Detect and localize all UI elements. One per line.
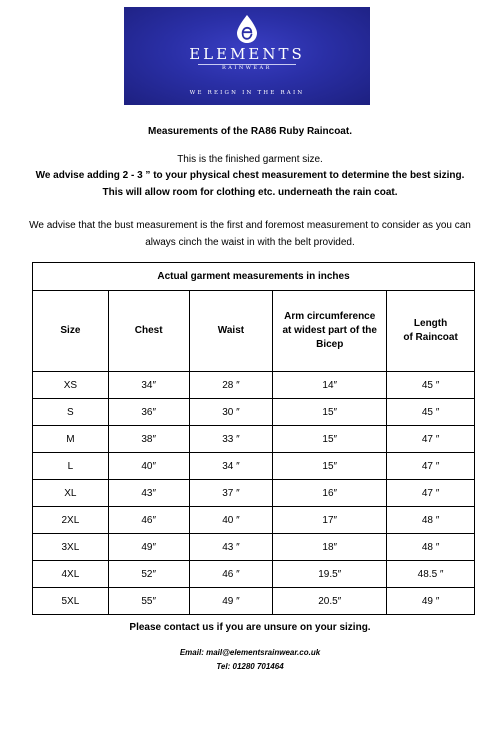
size-chart-table	[32, 262, 475, 615]
arm-cell: 16″	[273, 480, 387, 507]
table-row	[33, 453, 475, 480]
length-cell: 45 ″	[387, 372, 475, 399]
table-row	[33, 372, 475, 399]
header-length-line-1: Length	[413, 318, 448, 329]
waist-cell: 34 ″	[189, 453, 273, 480]
size-cell: S	[33, 399, 109, 426]
phone-number: Tel: 01280 701464	[216, 662, 284, 671]
table-row	[33, 426, 475, 453]
header-length	[387, 291, 475, 372]
waist-cell: 43 ″	[189, 534, 273, 561]
bust-note-line-1: We advise that the bust measurement is the first and foremost measurement to consider as you can	[29, 220, 471, 231]
waist-cell: 46 ″	[189, 561, 273, 588]
waist-cell: 33 ″	[189, 426, 273, 453]
length-cell: 45 ″	[387, 399, 475, 426]
chest-cell: 52″	[108, 561, 189, 588]
waist-cell: 37 ″	[189, 480, 273, 507]
chest-cell: 46″	[108, 507, 189, 534]
chest-cell: 43″	[108, 480, 189, 507]
header-arm-line-2: at widest part of the	[282, 325, 377, 336]
clothing-room-note: This will allow room for clothing etc. underneath the rain coat.	[102, 187, 398, 198]
table-row	[33, 561, 475, 588]
size-cell: L	[33, 453, 109, 480]
table-row	[33, 507, 475, 534]
contact-note: Please contact us if you are unsure on your sizing.	[129, 622, 371, 633]
arm-cell: 18″	[273, 534, 387, 561]
waist-cell: 40 ″	[189, 507, 273, 534]
chest-cell: 55″	[108, 588, 189, 615]
chest-cell: 36″	[108, 399, 189, 426]
finished-size-note: This is the finished garment size.	[177, 154, 323, 165]
arm-cell: 20.5″	[273, 588, 387, 615]
size-cell: M	[33, 426, 109, 453]
size-cell: XL	[33, 480, 109, 507]
header-size: Size	[33, 291, 109, 372]
size-cell: 4XL	[33, 561, 109, 588]
header-length-line-2: of Raincoat	[403, 332, 458, 343]
brand-tagline: WE REIGN IN THE RAIN	[189, 90, 305, 96]
length-cell: 48 ″	[387, 507, 475, 534]
size-cell: 5XL	[33, 588, 109, 615]
arm-cell: 17″	[273, 507, 387, 534]
document-title: Measurements of the RA86 Ruby Raincoat.	[148, 126, 352, 137]
size-cell: XS	[33, 372, 109, 399]
bust-note-line-2: always cinch the waist in with the belt provided.	[145, 237, 355, 248]
table-row	[33, 588, 475, 615]
table-row	[33, 480, 475, 507]
waist-cell: 28 ″	[189, 372, 273, 399]
table-row	[33, 534, 475, 561]
header-arm-circumference	[273, 291, 387, 372]
length-cell: 48 ″	[387, 534, 475, 561]
chest-cell: 38″	[108, 426, 189, 453]
waist-cell: 30 ″	[189, 399, 273, 426]
length-cell: 47 ″	[387, 426, 475, 453]
arm-cell: 14″	[273, 372, 387, 399]
length-cell: 47 ″	[387, 480, 475, 507]
raindrop-e-logo-icon	[234, 14, 260, 44]
chest-cell: 49″	[108, 534, 189, 561]
length-cell: 48.5 ″	[387, 561, 475, 588]
table-caption: Actual garment measurements in inches	[33, 263, 475, 291]
chest-cell: 40″	[108, 453, 189, 480]
table-row	[33, 399, 475, 426]
arm-cell: 19.5″	[273, 561, 387, 588]
header-arm-line-1: Arm circumference	[284, 311, 376, 322]
chest-cell: 34″	[108, 372, 189, 399]
size-cell: 3XL	[33, 534, 109, 561]
sizing-advice: We advise adding 2 - 3 ” to your physical chest measurement to determine the best sizing.	[35, 170, 465, 181]
header-chest: Chest	[108, 291, 189, 372]
brand-name: ELEMENTS	[189, 45, 305, 63]
size-cell: 2XL	[33, 507, 109, 534]
arm-cell: 15″	[273, 399, 387, 426]
waist-cell: 49 ″	[189, 588, 273, 615]
brand-banner	[124, 7, 370, 105]
email-address: Email: mail@elementsrainwear.co.uk	[179, 648, 321, 657]
header-arm-line-3: Bicep	[316, 339, 344, 350]
header-waist: Waist	[189, 291, 273, 372]
length-cell: 47 ″	[387, 453, 475, 480]
arm-cell: 15″	[273, 453, 387, 480]
arm-cell: 15″	[273, 426, 387, 453]
brand-subtitle: RAINWEAR	[222, 65, 272, 71]
length-cell: 49 ″	[387, 588, 475, 615]
